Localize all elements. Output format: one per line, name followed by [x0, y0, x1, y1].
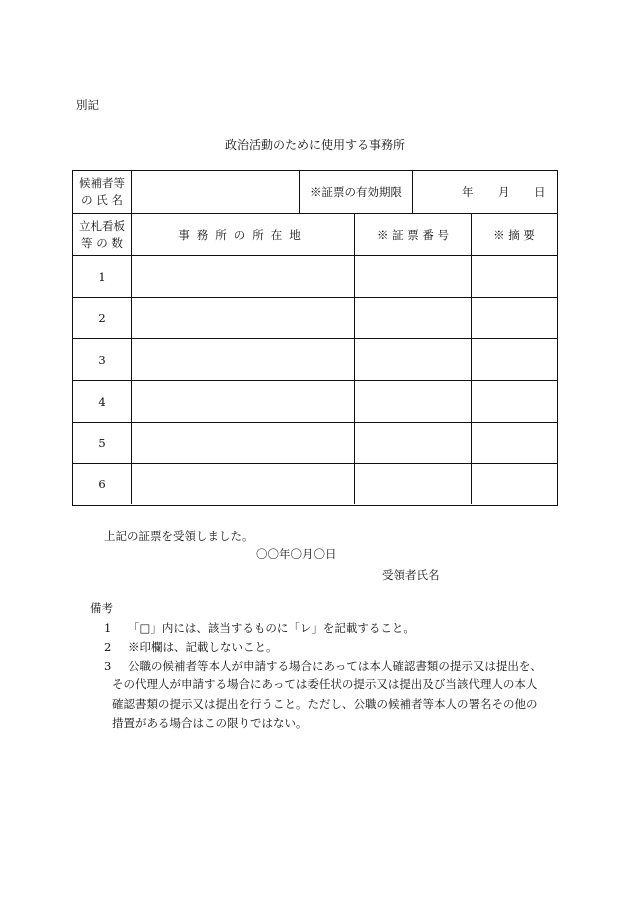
- summary-header: ※ 摘 要: [493, 227, 535, 242]
- remark-text-line2: その代理人が申請する場合にあっては委任状の提示又は提出及び当該代理人の本人: [112, 677, 538, 691]
- remark-text-line4: 措置がある場合はこの限りではない。: [112, 716, 308, 730]
- validity-month-label: 月: [498, 185, 510, 199]
- candidate-label: [73, 171, 132, 213]
- remark-number: 3: [104, 659, 112, 673]
- location-header: [132, 214, 355, 255]
- row-number: 3: [73, 339, 132, 380]
- remark-text: ※印欄は、記載しないこと。: [128, 640, 278, 654]
- row-number: 6: [73, 464, 132, 504]
- table-row: [73, 423, 557, 464]
- summary-cell[interactable]: [472, 256, 556, 297]
- column-header-row: [73, 214, 557, 256]
- annex-label: 別記: [76, 98, 99, 112]
- remark-number: 2: [104, 640, 112, 654]
- remarks-title: 備考: [90, 601, 113, 615]
- location-cell[interactable]: [132, 339, 355, 380]
- location-cell[interactable]: [132, 423, 355, 463]
- office-registration-table: [72, 170, 558, 506]
- row-number: 5: [73, 423, 132, 463]
- count-label-line1: 立札看板: [79, 218, 125, 233]
- candidate-label-line1: 候補者等: [79, 176, 125, 190]
- location-cell[interactable]: [132, 381, 355, 422]
- cert-number-header: ※ 証 票 番 号: [355, 214, 472, 255]
- cert-number-cell[interactable]: [355, 256, 472, 297]
- row-number: 1: [73, 256, 132, 297]
- count-label-line2: 等 の 数: [81, 235, 123, 250]
- candidate-label-line2: の 氏 名: [81, 193, 123, 207]
- remark-number: 1: [104, 621, 112, 635]
- remark-text-line1: 公職の候補者等本人が申請する場合にあっては本人確認書類の提示又は提出を、: [128, 659, 542, 673]
- row-number: 2: [73, 298, 132, 338]
- summary-cell[interactable]: [472, 298, 556, 338]
- cert-number-cell[interactable]: [355, 423, 472, 463]
- cert-number-cell[interactable]: [355, 381, 472, 422]
- row-number: 4: [73, 381, 132, 422]
- candidate-row: [73, 171, 557, 214]
- summary-cell[interactable]: [472, 423, 556, 463]
- cert-number-cell[interactable]: [355, 464, 472, 504]
- table-row: [73, 464, 557, 504]
- cert-number-cell[interactable]: [355, 298, 472, 338]
- location-cell[interactable]: [132, 298, 355, 338]
- location-cell[interactable]: [132, 464, 355, 504]
- count-label: [73, 214, 132, 255]
- validity-label: ※証票の有効期限: [300, 171, 413, 213]
- table-row: [73, 339, 557, 381]
- candidate-name-field[interactable]: [132, 171, 300, 213]
- receiver-name-label: 受領者氏名: [382, 568, 440, 582]
- remark-text: 「□」内には、該当するものに「レ」を記載すること。: [128, 621, 415, 635]
- location-header-text: 事務所の所在地: [178, 227, 308, 242]
- table-row: [73, 256, 557, 298]
- summary-cell[interactable]: [472, 381, 556, 422]
- table-row: [73, 298, 557, 339]
- summary-cell[interactable]: [472, 339, 556, 380]
- validity-year-label: 年: [462, 185, 474, 199]
- receipt-statement: 上記の証票を受領しました。: [104, 529, 254, 543]
- form-title: 政治活動のために使用する事務所: [224, 138, 405, 152]
- summary-cell[interactable]: [472, 464, 556, 504]
- receipt-date: 〇〇年〇月〇日: [256, 547, 337, 561]
- location-cell[interactable]: [132, 256, 355, 297]
- cert-number-cell[interactable]: [355, 339, 472, 380]
- remark-text-line3: 確認書類の提示又は提出を行うこと。ただし、公職の候補者等本人の署名その他の: [112, 697, 538, 711]
- table-row: [73, 381, 557, 423]
- validity-day-label: 日: [534, 185, 546, 199]
- validity-date-field[interactable]: [413, 171, 556, 213]
